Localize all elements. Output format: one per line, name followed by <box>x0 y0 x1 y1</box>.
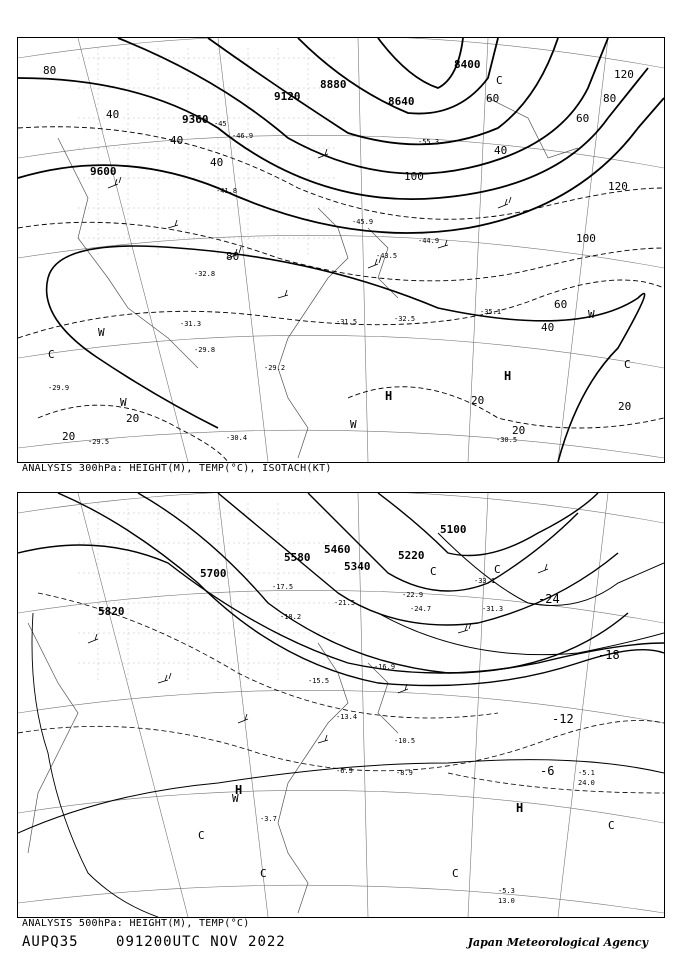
warm-mark: W <box>232 792 239 805</box>
isotach-label: 20 <box>126 412 140 425</box>
isotach-label: 20 <box>618 400 632 413</box>
height-label: 9600 <box>90 165 117 178</box>
caption-500hpa: ANALYSIS 500hPa: HEIGHT(M), TEMP(°C) <box>22 918 250 929</box>
graticule <box>18 493 664 917</box>
isotach-label: 80 <box>603 92 617 105</box>
temp-value: -22.9 <box>402 591 424 599</box>
temp-value: -32.8 <box>194 270 216 278</box>
height-label: 5100 <box>440 523 467 536</box>
temp-value: -29.9 <box>48 384 70 392</box>
isotach-label: 40 <box>494 144 508 157</box>
height-label: 9360 <box>182 113 209 126</box>
cold-mark: C <box>260 867 267 880</box>
land-outline <box>32 613 158 917</box>
map-500hpa <box>17 492 665 918</box>
temp-value: -45 <box>214 120 227 128</box>
isotach-label: 20 <box>471 394 485 407</box>
chart-datetime: 091200UTC NOV 2022 <box>116 934 286 950</box>
height-label: 5580 <box>284 551 311 564</box>
temp-value: -29.5 <box>88 438 110 446</box>
height-contours <box>18 493 664 686</box>
temp-value: -44.9 <box>418 237 440 245</box>
wind-barbs <box>88 564 548 743</box>
high-center-label: H <box>516 801 524 815</box>
map-300hpa-canvas <box>18 38 664 462</box>
temp-value: 24.0 <box>578 779 595 787</box>
temperature-label: -12 <box>552 712 574 726</box>
height-label: 8640 <box>388 95 415 108</box>
height-label: 5700 <box>200 567 227 580</box>
temp-value: -31.5 <box>336 318 358 326</box>
warm-mark: W <box>588 308 595 321</box>
cold-mark: C <box>624 358 631 371</box>
temp-value: -33.1 <box>474 577 496 585</box>
chart-code: AUPQ35 <box>22 934 79 950</box>
temp-value: -10.5 <box>394 737 416 745</box>
temp-value: -16.9 <box>374 663 396 671</box>
isotach-label: 100 <box>404 170 424 183</box>
cold-mark: C <box>608 819 615 832</box>
temp-value: -24.7 <box>410 605 432 613</box>
warm-mark: W <box>120 396 127 409</box>
temp-value: -30.4 <box>226 434 248 442</box>
temp-value: -8.9 <box>396 769 413 777</box>
temp-value: -32.5 <box>394 315 416 323</box>
isotach-label: 120 <box>614 68 634 81</box>
temp-value: -45.9 <box>352 218 374 226</box>
temp-value: -43.5 <box>376 252 398 260</box>
temp-value: 13.0 <box>498 897 515 905</box>
isotach-contours <box>47 246 645 462</box>
height-label: 8880 <box>320 78 347 91</box>
height-label: 5340 <box>344 560 371 573</box>
warm-mark: W <box>98 326 105 339</box>
isotach-label: 80 <box>226 250 240 263</box>
temp-value: -3.7 <box>260 815 277 823</box>
isotach-label: 40 <box>170 134 184 147</box>
height-label: 5220 <box>398 549 425 562</box>
graticule <box>18 38 664 462</box>
isotach-label: 40 <box>210 156 224 169</box>
pressure-centers <box>235 783 523 815</box>
temperature-label: -24 <box>538 592 560 606</box>
isotach-label: 40 <box>541 321 555 334</box>
temperature-labels <box>538 592 620 778</box>
temp-value: -5.1 <box>578 769 595 777</box>
isotach-label: 100 <box>576 232 596 245</box>
temperature-label: -18 <box>598 648 620 662</box>
temp-value: -17.5 <box>272 583 294 591</box>
height-label: 9120 <box>274 90 301 103</box>
isotach-label: 20 <box>62 430 76 443</box>
isotach-label: 60 <box>486 92 500 105</box>
agency-name: Japan Meteorological Agency <box>467 936 648 949</box>
map-300hpa <box>17 37 665 463</box>
isotach-label: 40 <box>106 108 120 121</box>
temp-value: -55.3 <box>418 138 440 146</box>
caption-300hpa: ANALYSIS 300hPa: HEIGHT(M), TEMP(°C), ISOTACH(KT) <box>22 463 332 474</box>
high-center-label: H <box>504 369 512 383</box>
temp-value: -29.8 <box>194 346 216 354</box>
temp-value: -41.8 <box>216 187 238 195</box>
isotach-label: 60 <box>554 298 568 311</box>
isotach-label: 20 <box>512 424 526 437</box>
temperature-label: -6 <box>540 764 555 778</box>
temperature-values <box>260 577 595 905</box>
temp-value: -13.4 <box>336 713 358 721</box>
cold-mark: C <box>452 867 459 880</box>
isotach-label: 60 <box>576 112 590 125</box>
temp-value: -18.2 <box>280 613 302 621</box>
cold-mark: C <box>430 565 437 578</box>
temp-value: -21.5 <box>334 599 356 607</box>
cold-mark: C <box>198 829 205 842</box>
temp-value: -6.9 <box>336 767 353 775</box>
temp-value: -15.5 <box>308 677 330 685</box>
temperature-dashed <box>18 593 664 793</box>
temp-value: -5.3 <box>498 887 515 895</box>
high-center-label: H <box>235 783 243 797</box>
warm-mark: W <box>350 418 357 431</box>
temp-value: -31.3 <box>482 605 504 613</box>
chart-identifier <box>22 934 314 950</box>
height-labels <box>98 523 467 618</box>
isotach-label: 80 <box>43 64 57 77</box>
high-center-label: H <box>385 389 393 403</box>
height-label: 5820 <box>98 605 125 618</box>
temp-value: -46.9 <box>232 132 254 140</box>
height-label: 5460 <box>324 543 351 556</box>
pressure-centers <box>385 369 511 403</box>
cold-mark: C <box>496 74 503 87</box>
temp-value: -30.5 <box>496 436 518 444</box>
temp-value: -29.2 <box>264 364 286 372</box>
isotach-labels <box>43 64 634 443</box>
temp-value: -31.3 <box>180 320 202 328</box>
isotach-label: 120 <box>608 180 628 193</box>
map-500hpa-canvas <box>18 493 664 917</box>
height-label: 8400 <box>454 58 481 71</box>
cold-mark: C <box>48 348 55 361</box>
grid-hatch <box>78 48 338 258</box>
temp-value: -35.1 <box>480 308 502 316</box>
cold-mark: C <box>494 563 501 576</box>
